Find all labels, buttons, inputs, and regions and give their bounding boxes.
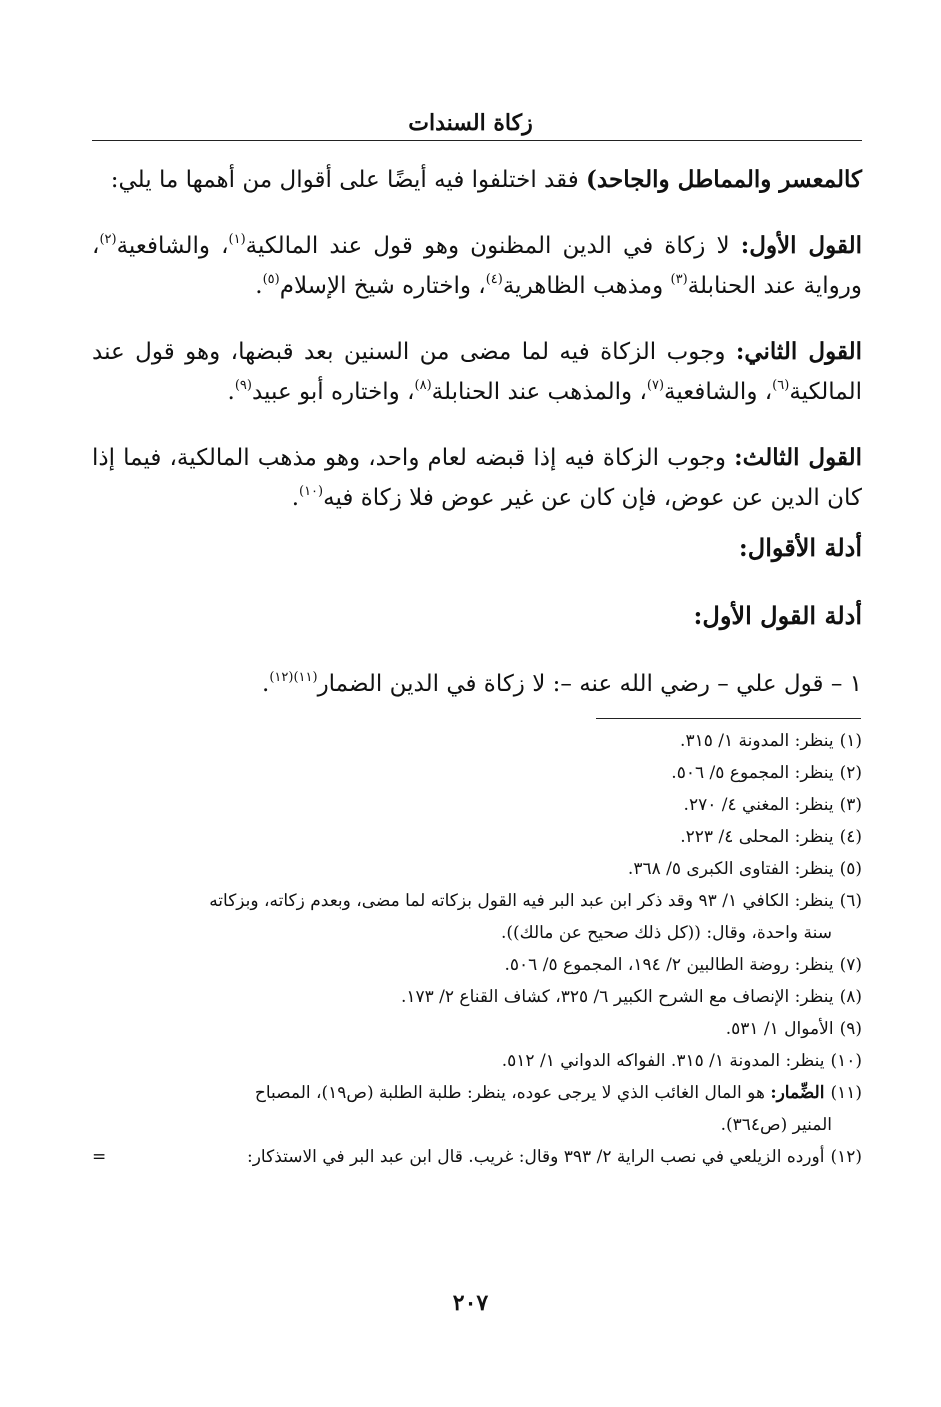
intro-paragraph xyxy=(92,160,862,200)
footnote-9 xyxy=(92,1013,862,1045)
intro-bold: كالمعسر والمماطل والجاحد) xyxy=(586,166,862,193)
footnote-number: (٣) xyxy=(839,795,862,815)
text-run: لا زكاة في الدين المظنون وهو قول عند المالكية xyxy=(245,233,741,259)
footnote-ref: (٨) xyxy=(414,378,432,393)
footnote-text: ينظر: المحلى ٤/ ٢٢٣. xyxy=(680,827,834,847)
footnote-2 xyxy=(92,757,862,789)
footnote-6 xyxy=(92,885,862,949)
footnote-text: أورده الزيلعي في نصب الراية ٢/ ٣٩٣ وقال: غريب. قال ابن عبد البر في الاستذكار: xyxy=(246,1147,825,1167)
text-run: ومذهب الظاهرية xyxy=(502,273,671,299)
footnote-number: (٢) xyxy=(839,763,862,783)
footnote-ref: (١١) xyxy=(293,670,318,685)
first-opinion-label: القول الأول: xyxy=(740,232,862,259)
text-run: وجوب الزكاة فيه إذا قبضه لعام واحد، وهو مذهب المالكية، فيما إذا كان الدين عن عوض، فإن كان عن غير عوض فلا زكاة فيه xyxy=(92,445,862,511)
main-text xyxy=(92,160,862,730)
text-run: . xyxy=(227,379,235,405)
text-run: وجوب الزكاة فيه لما مضى من السنين بعد قبضها، وهو قول عند المالكية xyxy=(92,339,862,405)
footnote-term: الضِّمار: xyxy=(770,1083,825,1103)
footnote-text: ينظر: روضة الطالبين ٢/ ١٩٤، المجموع ٥/ ٥٠٦. xyxy=(504,955,834,975)
footnotes xyxy=(92,725,862,1173)
footnote-number: (٨) xyxy=(839,987,862,1007)
footnote-rule xyxy=(596,718,861,719)
footnote-12 xyxy=(92,1141,862,1173)
footnote-ref: (٢) xyxy=(99,232,117,247)
footnote-ref: (٤) xyxy=(485,272,503,287)
footnote-text: ينظر: الإنصاف مع الشرح الكبير ٦/ ٣٢٥، كشاف القناع ٢/ ١٧٣. xyxy=(400,987,834,1007)
footnote-continuation: المنير (ص٣٦٤). xyxy=(720,1115,832,1135)
footnote-ref: (١٢) xyxy=(269,670,294,685)
text-run: ، والمذهب عند الحنابلة xyxy=(431,379,647,405)
footnote-number: (٦) xyxy=(839,891,862,911)
footnote-ref: (١٠) xyxy=(299,484,324,499)
footnote-text: ينظر: المجموع ٥/ ٥٠٦. xyxy=(671,763,834,783)
footnote-text: ينظر: المغني ٤/ ٢٧٠. xyxy=(683,795,834,815)
third-opinion xyxy=(92,438,862,518)
text-run: ، ورواية عند الحنابلة xyxy=(92,233,862,299)
first-opinion xyxy=(92,226,862,306)
footnote-number: (٩) xyxy=(839,1019,862,1039)
footnote-text: ينظر: الكافي ١/ ٩٣ وقد ذكر ابن عبد البر فيه القول بزكاته لما مضى، وبعدم زكاته، وبزكاته xyxy=(209,891,834,911)
evidence-item-1 xyxy=(92,664,862,704)
footnote-ref: (٧) xyxy=(646,378,665,393)
footnote-text: هو المال الغائب الذي لا يرجى عوده، ينظر: طلبة الطلبة (ص١٩)، المصباح xyxy=(254,1083,771,1103)
text-run: . xyxy=(291,485,299,511)
footnote-text: ينظر: المدونة ١/ ٣١٥. الفواكه الدواني ١/ ٥١٢. xyxy=(501,1051,825,1071)
footnote-5 xyxy=(92,853,862,885)
footnote-continuation: سنة واحدة، وقال: ((كل ذلك صحيح عن مالك)). xyxy=(500,923,832,943)
header-rule xyxy=(92,140,862,141)
footnote-text: ينظر: المدونة ١/ ٣١٥. xyxy=(680,731,834,751)
text-run: . xyxy=(255,273,263,299)
text-run: . xyxy=(262,671,270,697)
footnote-ref: (١) xyxy=(228,232,246,247)
footnote-10 xyxy=(92,1045,862,1077)
footnote-ref: (٥) xyxy=(262,272,280,287)
text-run: ، واختاره أبو عبيد xyxy=(251,379,415,405)
second-opinion-label: القول الثاني: xyxy=(735,338,862,365)
footnote-number: (٤) xyxy=(839,827,862,847)
footnote-8 xyxy=(92,981,862,1013)
footnote-number: (١٢) xyxy=(830,1147,862,1167)
intro-text: فقد اختلفوا فيه أيضًا على أقوال من أهمها ما يلي: xyxy=(110,167,587,193)
footnote-ref: (٩) xyxy=(234,378,252,393)
footnote-number: (١١) xyxy=(830,1083,862,1103)
footnote-4 xyxy=(92,821,862,853)
text-run: ، والشافعية xyxy=(116,233,229,259)
continuation-mark: = xyxy=(92,1147,107,1167)
footnote-number: (١٠) xyxy=(830,1051,862,1071)
third-opinion-label: القول الثالث: xyxy=(734,444,863,471)
footnote-text: الأموال ١/ ٥٣١. xyxy=(725,1019,834,1039)
footnote-number: (١) xyxy=(839,731,862,751)
footnote-ref: (٦) xyxy=(772,378,790,393)
second-opinion xyxy=(92,332,862,412)
footnote-3 xyxy=(92,789,862,821)
footnote-1 xyxy=(92,725,862,757)
footnote-11 xyxy=(92,1077,862,1141)
first-opinion-evidence-heading: أدلة القول الأول: xyxy=(693,601,862,630)
text-run: ، واختاره شيخ الإسلام xyxy=(279,273,486,299)
footnote-ref: (٣) xyxy=(670,272,688,287)
running-head: زكاة السندات xyxy=(408,110,533,136)
footnote-number: (٧) xyxy=(839,955,862,975)
text-run: ١ – قول علي – رضي الله عنه –: لا زكاة في الدين الضمار xyxy=(317,671,862,697)
footnote-7 xyxy=(92,949,862,981)
text-run: ، والشافعية xyxy=(664,379,773,405)
page-number: ٢٠٧ xyxy=(452,1290,489,1316)
footnote-number: (٥) xyxy=(839,859,862,879)
evidence-heading: أدلة الأقوال: xyxy=(738,533,862,562)
footnote-text: ينظر: الفتاوى الكبرى ٥/ ٣٦٨. xyxy=(627,859,834,879)
